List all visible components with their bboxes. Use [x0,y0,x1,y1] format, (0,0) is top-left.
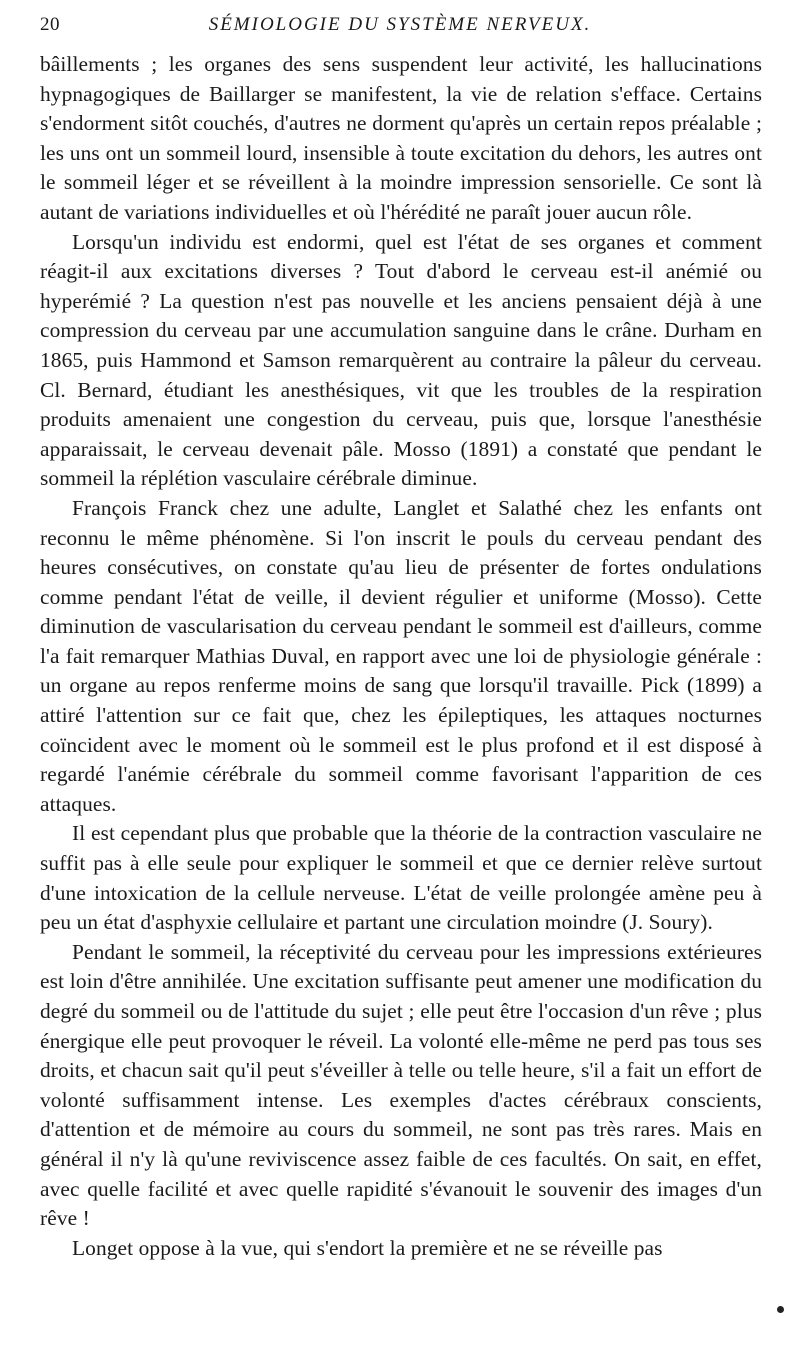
paragraph: François Franck chez une adulte, Langlet et Salathé chez les enfants ont reconnu le même phénomène. Si l'on inscrit le pouls du cerveau pendant des heures consécutives, on constate qu'au lieu de présenter de fortes ondulations comme pendant l'état de veille, il devient régulier et uniforme (Mosso). Cette diminution de vascularisation du cerveau pendant le sommeil est d'ailleurs, comme l'a fait remarquer Mathias Duval, en rapport avec une loi de physiologie générale : un organe au repos renferme moins de sang que lorsqu'il travaille. Pick (1899) a attiré l'attention sur ce fait que, chez les épileptiques, les attaques nocturnes coïncident avec le moment où le sommeil est le plus profond et il est disposé à regardé l'anémie cérébrale du sommeil comme favorisant l'apparition de ces attaques. [40,495,762,816]
page-number: 20 [40,14,60,35]
running-head [40,14,760,44]
running-title: SÉMIOLOGIE DU SYSTÈME NERVEUX. [208,14,592,35]
paragraph-continued: bâillements ; les organes des sens suspendent leur activité, les hallucinations hypnagogiques de Baillarger se manifestent, la vie de relation s'efface. Certains s'endorment sitôt couchés, d'autres ne dorment qu'après un certain repos préalable ; les uns ont un sommeil lourd, insensible à toute excitation du dehors, les autres ont le sommeil léger et se réveillent à la moindre impression sensorielle. Ce sont là autant de variations individuelles et où l'hérédité ne paraît jouer aucun rôle. [40,52,762,224]
paragraph: Lorsqu'un individu est endormi, quel est l'état de ses organes et comment réagit-il aux excitations diverses ? Tout d'abord le cerveau est-il anémié ou hyperémié ? La question n'est pas nouvelle et les anciens pensaient déjà à une compression du cerveau par une accumulation sanguine dans le crâne. Durham en 1865, puis Hammond et Samson remarquèrent au contraire la pâleur du cerveau. Cl. Bernard, étudiant les anesthésiques, vit que les troubles de la respiration produits amenaient une congestion du cerveau, puis que, lorsque l'anesthésie apparaissait, le cerveau devenait pâle. Mosso (1891) a constaté que pendant le sommeil la réplétion vasculaire cérébrale diminue. [40,229,762,491]
paragraph: Pendant le sommeil, la réceptivité du cerveau pour les impressions extérieures est loin d'être annihilée. Une excitation suffisante peut amener une modification du degré du sommeil ou de l'attitude du sujet ; elle peut être l'occasion d'un rêve ; plus énergique elle peut provoquer le réveil. La volonté elle-même ne perd pas tous ses droits, et chacun sait qu'il peut s'éveiller à telle ou telle heure, s'il a fait un effort de volonté suffisamment intense. Les exemples d'actes cérébraux conscients, d'attention et de mémoire au cours du sommeil, ne sont pas très rares. Mais en général il n'y là qu'une reviviscence assez faible de ces facultés. On sait, en effet, avec quelle facilité et avec quelle rapidité s'évanouit le souvenir des images d'un rêve ! [40,939,762,1231]
paragraph: Il est cependant plus que probable que la théorie de la contraction vasculaire ne suffit pas à elle seule pour expliquer le sommeil et que ce dernier relève surtout d'une intoxication de la cellule nerveuse. L'état de veille prolongée amène peu à peu un état d'asphyxie cellulaire et partant une circulation moindre (J. Soury). [40,821,762,935]
body-text [40,50,762,1263]
paragraph-last: Longet oppose à la vue, qui s'endort la première et ne se réveille pas [72,1235,663,1260]
print-mark [777,1306,784,1313]
